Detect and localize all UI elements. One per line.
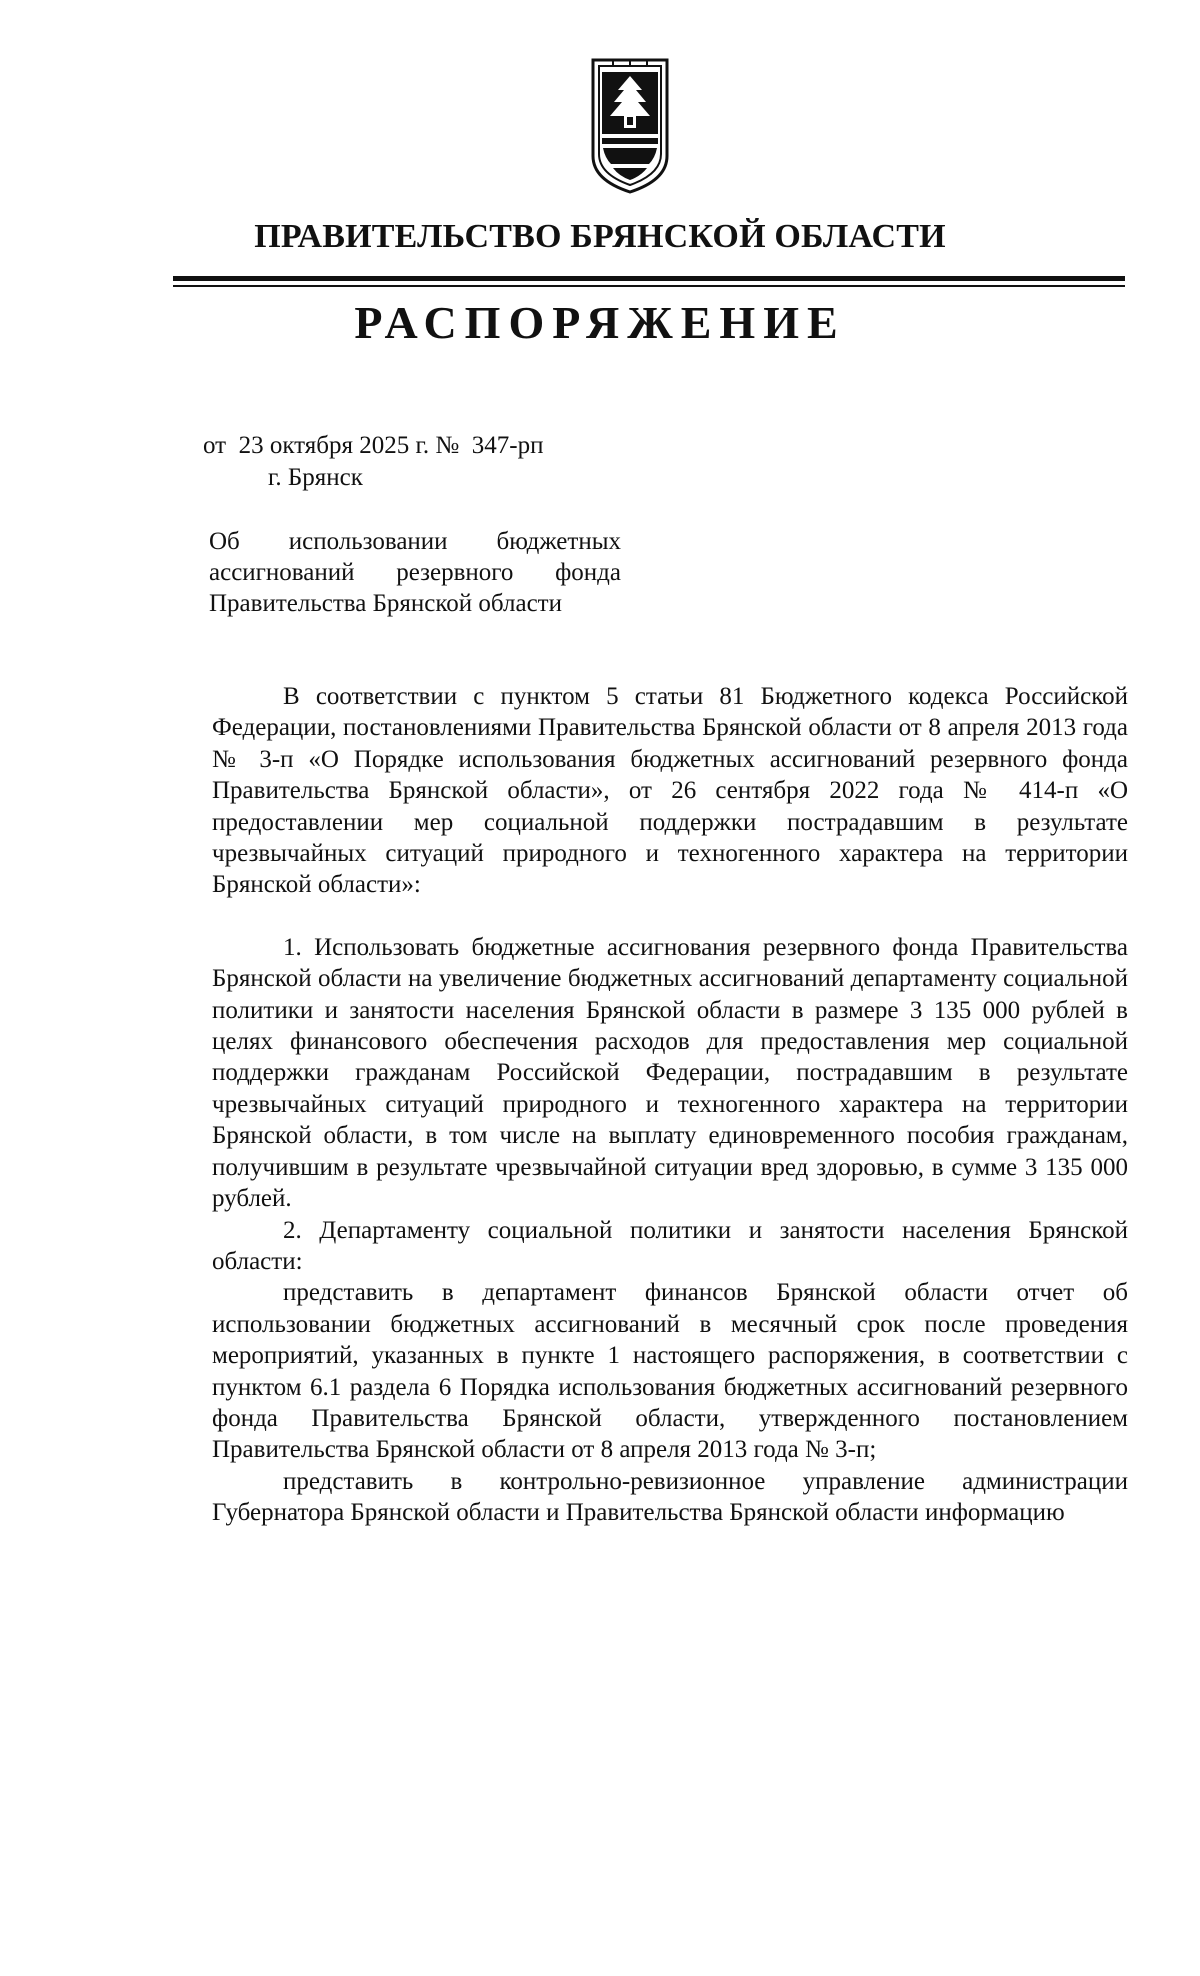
item-1-paragraph: 1. Использовать бюджетные ассигнования резервного фонда Правительства Брянской области на увеличение бюджетных ассигнований департаменту социальной политики и занятости населения Брянской области в размере 3 135 000 рублей в целях финансового обеспечения расходов для предоставления мер социальной поддержки гражданам Российской Федерации, пострадавшим в результате чрезвычайных ситуаций природного и техногенного характера на территории Брянской области, в том числе на выплату единовременного пособия гражданам, получившим в результате чрезвычайной ситуации вред здоровью, в сумме 3 135 000 рублей.: [212, 933, 1128, 1213]
item-2-paragraph: 2. Департаменту социальной политики и занятости населения Брянской области:: [212, 1216, 1128, 1275]
header-rule-thick: [173, 276, 1125, 281]
preamble-paragraph: В соответствии с пунктом 5 статьи 81 Бюджетного кодекса Российской Федерации, постановлениями Правительства Брянской области от 8 апреля 2013 года № 3-п «О Порядке использования бюджетных ассигнований резервного фонда Правительства Брянской области», от 26 сентября 2022 года № 414-п «О предоставлении мер социальной поддержки пострадавшим в результате чрезвычайных ситуаций природного и техногенного характера на территории Брянской области»:: [212, 683, 1128, 899]
header-rule-thin: [173, 285, 1125, 287]
item-2-subparagraph: представить в департамент финансов Брянской области отчет об использовании бюджетных ассигнований в месячный срок после проведения мероприятий, указанных в пункте 1 настоящего распоряжения, в соответствии с пунктом 6.1 раздела 6 Порядка использования бюджетных ассигнований резервного фонда Правительства Брянской области, утвержденного постановлением Правительства Брянской области от 8 апреля 2013 года № 3-п;: [212, 1279, 1128, 1464]
document-type-title: РАСПОРЯЖЕНИЕ: [354, 297, 846, 348]
document-body: [212, 681, 1128, 1529]
document-subject: [209, 526, 621, 619]
subject-line: Об использовании бюджетных: [209, 528, 621, 555]
coat-of-arms-emblem: [591, 58, 669, 194]
subject-line: ассигнований резервного фонда: [209, 559, 621, 586]
document-date-number: от 23 октября 2025 г. № 347-рп: [203, 432, 544, 459]
subject-line: Правительства Брянской области: [209, 590, 562, 617]
document-city: г. Брянск: [268, 464, 363, 491]
organization-title: ПРАВИТЕЛЬСТВО БРЯНСКОЙ ОБЛАСТИ: [254, 218, 946, 255]
item-2-subparagraph: представить в контрольно-ревизионное управление администрации Губернатора Брянской области и Правительства Брянской области информацию: [212, 1467, 1128, 1527]
